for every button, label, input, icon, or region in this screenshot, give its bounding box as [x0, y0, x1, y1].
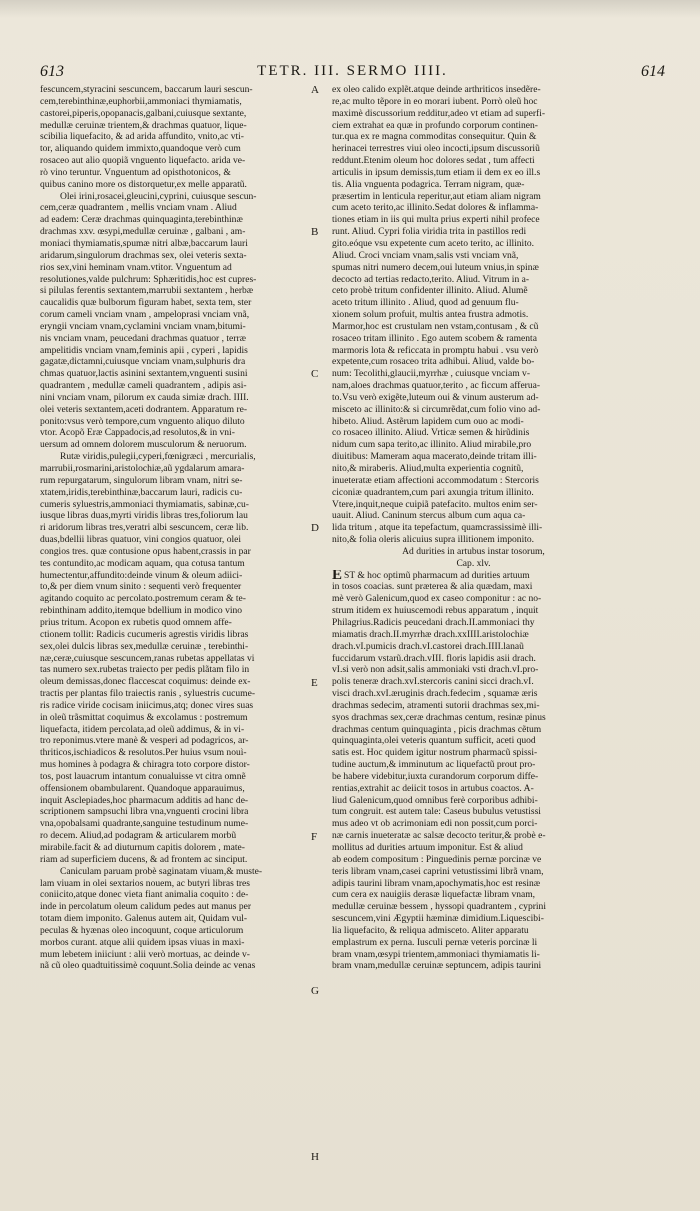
text-line: syos drachmas sex,ceræ drachmas centum, resinæ pinus	[332, 711, 546, 723]
text-line: totam diem imponito. Galenus autem ait, Quidam vul-	[40, 913, 248, 925]
text-line: medullæ ceruinæ trientem,& drachmas quatuor, lique-	[40, 119, 247, 131]
text-line: cumeris syluestris,ammoniaci thymiamatis, sabinæ,cu-	[40, 498, 249, 510]
text-line: scibilia liquefacito, & ad arida affundito, vnito,ac vti-	[40, 131, 244, 143]
text-line: articulis in ipsum demissis,tum etiam ii dem ex eo ill.s	[332, 166, 541, 178]
text-line: lida tritum , atque ita tepefactum, quamcrassissimè illi-	[332, 522, 543, 534]
text-line: miamatis drach.II.myrrhæ drach.xxIIII.aristolochiæ	[332, 628, 529, 640]
text-line: tes contundito,ac modicam aquam, qua cotusa tantum	[40, 557, 245, 569]
text-line: fescuncem,styracini sescuncem, baccarum lauri sescun-	[40, 84, 253, 95]
text-line: olei veteris sextantem,aceti dodrantem. Apparatum re-	[40, 403, 248, 415]
text-line: rebinthinam addito,itemque bdellium in modico vino	[40, 605, 243, 617]
text-line: ex oleo calido explẽt.atque deinde arthriticos insedẽre-	[332, 84, 541, 95]
text-line: Vtere,inquit,neque cuipiã patefacito. multos enim ser-	[332, 498, 538, 510]
text-line: drachmas sedecim, atramenti sutorii drachmas sex,mi-	[332, 699, 540, 711]
drop-cap: E	[332, 569, 343, 582]
text-line: bram vnam,medullæ ceruinæ septuncem, adipis taurini	[332, 960, 542, 972]
text-line: vna,opobalsami quadrante,sanguine testudinum nume-	[40, 818, 249, 830]
text-line: tos, post lauacrum intantum conualuisse vt citra omnẽ	[40, 770, 246, 782]
text-line: chmas quatuor,lactis asinini sextantem,vnguenti susini	[40, 368, 248, 380]
text-line: marrubii,rosmarini,aristolochiæ,aũ ygdalarum amara-	[40, 463, 245, 474]
text-line: duas,bdellii libras quatuor, vini congios quatuor, olei	[40, 534, 242, 546]
text-line: quadrantem , medullæ cameli quadrantem , adipis asi-	[40, 380, 247, 392]
text-line: tas numero sex.rubetas traiecto per pedis plãtam filo in	[40, 664, 250, 676]
folio-left: 613	[40, 63, 64, 80]
text-line: rò vino teruntur. Vnguentum ad opisthotonicos, &	[40, 166, 231, 178]
text-line: in tosos coacias. sunt præterea & alia quædam, maxi	[332, 581, 533, 593]
text-line: congios tres. quæ contusione opus habent,crassis in par	[40, 545, 251, 557]
margin-letter-e: E	[311, 676, 318, 689]
text-line: ro decem. Aliud,ad podagram & articularem morbũ	[40, 830, 237, 842]
text-line: castorei,piperis,opopanacis,galbani,cuiusque sextante,	[40, 107, 247, 119]
right-column	[332, 84, 615, 972]
text-line: spumas nitri numero decem,oui luteum vnius,in spinæ	[332, 261, 539, 273]
text-line: liquefacta, itidem percolata,ad oleũ addimus, & in vi-	[40, 723, 245, 735]
left-column	[40, 84, 305, 972]
text-line: si pilulas ferentis sextantem,marrubii sextantem , herbæ	[40, 285, 254, 297]
text-line: næ carnis inueteratæ ac salsæ decocto teritur,& probè e-	[332, 830, 546, 842]
text-line: xionem solum profuit, multis antea frustra admotis.	[332, 309, 529, 321]
text-line: tur.qua ex re magna commoditas consequitur. Quin &	[332, 131, 537, 143]
text-line: marmoris lota & reficcata in promptu habui . vsu verò	[332, 344, 539, 356]
text-line: Caniculam paruam probè saginatam viuam,& muste-	[60, 865, 263, 877]
text-line: Marmor,hoc est crustulam nen vstam,contusam , & cũ	[332, 320, 539, 332]
text-line: nidum cum sapa terito,ac illinito. Aliud mirabile,pro	[332, 439, 532, 451]
text-line: visci drach.xvI.æruginis drach.fedecim , squamæ æris	[332, 688, 538, 700]
text-line: rosaceo aut alio quopiã vnguento liquefacto. arida ve-	[40, 155, 246, 167]
text-line: tum congruit. est autem tale: Caseus bubulus vetustissi	[332, 806, 541, 818]
text-line: xtatem,iridis,terebinthinæ,baccarum lauri, radicis cu-	[40, 486, 243, 498]
text-line: Philagrius.Radicis peucedani drach.II.ammoniaci thy	[332, 616, 535, 628]
text-line: nis vnciam vnam, peucedani drachmas quatuor , terræ	[40, 332, 246, 344]
text-line: mè verò Galenicum,quod ex caseo componitur : ac no-	[332, 593, 542, 605]
text-line: tor, aliquando quidem immixto,quandoque verò cum	[40, 143, 241, 155]
text-line: mirabile.facit & ad diuturnum capitis dolorem , mate-	[40, 842, 245, 853]
text-line: nini vnciam vnam, pilorum ex cauda simiæ drach. IIII.	[40, 391, 249, 403]
text-line: tis. Alia vnguenta podagrica. Terram nigram, quæ-	[332, 178, 525, 190]
text-line: quibus canino more os distorquetur,ex melle apparatũ.	[40, 178, 247, 190]
text-line: decocto ad tertias redacto,terito. Aliud. Vitrum in a-	[332, 273, 530, 285]
text-line: to.Vsu verò exigẽte,luteum oui & vinum austerum ad-	[332, 391, 539, 403]
text-line: expetente,cum rosaceo trita adhibui. Aliud, valde bo-	[332, 356, 535, 368]
text-line: Aliud. Croci vnciam vnam,salis vsti vnciam vnã,	[332, 249, 519, 261]
running-title: TETR. III. SERMO IIII.	[257, 63, 448, 79]
text-line: coniicito,atque donec vieta fiant animalia coquito : de-	[40, 889, 249, 901]
text-line: sescuncem,vini Ægyptii hæminæ dimidium.Liquescibi-	[332, 913, 544, 925]
text-line: Rutæ viridis,pulegii,cyperi,fœnigræci , mercurialis,	[60, 451, 256, 463]
text-line: rum repurgatarum, singulorum libram vnam, nitri se-	[40, 474, 243, 486]
text-line: tractis per plantas filo traiectis ranis , syluestris cucume-	[40, 688, 256, 700]
text-line: drachmas xxv. œsypi,medullæ ceruinæ , galbani , am-	[40, 226, 246, 238]
text-line: Olei irini,rosacei,gleucini,cyprini, cuiusque sescun-	[60, 190, 257, 202]
text-line: aridarum,singulorum drachmas sex, olei veteris sexta-	[40, 249, 247, 261]
text-line: num: Tecolithi,glaucii,myrrhæ , cuiusque vnciam v-	[332, 368, 531, 380]
page-header	[40, 63, 665, 85]
margin-letter-b: B	[311, 226, 319, 239]
margin-letter-c: C	[311, 368, 319, 381]
text-line: vI.si verò non adsit,salis ammoniaki vsti drach.vI.pro-	[332, 664, 539, 676]
text-line: caucalidis quæ bulborum figuram habet, sexta tem, ster	[40, 297, 252, 309]
text-line: to,& per diem vnum sinito : sequenti verò frequenter	[40, 581, 242, 593]
text-line: ciem extrahat ea quæ in profundo corporum continen-	[332, 119, 538, 131]
text-line: cum aceto terito,ac illinito.Sedat dolores & inflamma-	[332, 202, 539, 214]
text-line: humectentur,affundito:deinde vinum & oleum adiici-	[40, 569, 243, 581]
text-line: co rosaceo illinito. Aliud. Vrticæ semen & hirũdinis	[332, 427, 530, 439]
text-line: prius tritum. Acopon ex rubetis quod omnem affe-	[40, 616, 232, 628]
text-line: mollitus ad durities artuum imponitur. Est & aliud	[332, 842, 523, 853]
text-line: polis teneræ drach.xvI.stercoris canini sicci drach.vI.	[332, 676, 534, 688]
text-line: thriticos,ischiadicos & resolutos.Per huius vsum nouì-	[40, 747, 247, 759]
text-line: inde in percolatum oleum calidum pedes aut manus per	[40, 901, 252, 913]
text-line: eryngii vnciam vnam,cyclamini vnciam vnam,bitumi-	[40, 320, 246, 332]
text-line: cum cera ex nauigiis derasæ liquefactæ libram vnam,	[332, 889, 536, 901]
drop-cap-line-text: ST & hoc optimũ pharmacum ad durities artuum	[344, 569, 530, 581]
text-line	[332, 570, 615, 582]
text-line: fuccidarum vstarũ.drach.vIII. floris lapidis asii drach.	[332, 652, 536, 664]
margin-letter-d: D	[311, 522, 319, 535]
page-top-shadow	[0, 0, 700, 18]
text-line: diuitibus: Mameram aqua macerato,deinde tritam illi-	[332, 451, 537, 463]
text-line: maximè discussorium redditur,adeo vt etiam ad superfi-	[332, 107, 546, 119]
text-line: adipis taurini libram vnam,apochymatis,hoc est resinæ	[332, 877, 541, 889]
text-line: cem,terebinthinæ,euphorbii,ammoniaci thymiamatis,	[40, 95, 242, 107]
text-line: rios sex,vini heminam vnam.vtitor. Vnguentum ad	[40, 261, 232, 273]
text-line: liud Galenicum,quod omnibus ferè corporibus adhibi-	[332, 794, 538, 806]
text-line: offensionem obambularent. Quandoque apparauimus,	[40, 782, 245, 794]
text-line: inquit Asclepiades,hoc pharmacum additis ad hanc de-	[40, 794, 249, 806]
text-line: uersum ad omnem dolorem musculorum & neruorum.	[40, 439, 247, 451]
text-line: misceto ac illinito:& si circumrẽdat,cum folio vino ad-	[332, 403, 541, 415]
text-line: aceto tritum illinito . Aliud, quod ad genuum flu-	[332, 297, 519, 309]
text-line: mus homines à podagra & chiragra toto corpore distor-	[40, 759, 250, 771]
text-line: ad eadem: Ceræ drachmas quinquaginta,terebinthinæ	[40, 214, 243, 226]
text-line: moniaci thymiamatis,spumæ nitri albæ,baccarum lauri	[40, 237, 248, 249]
text-line: gagatæ,dictamni,cuiusque vnciam vnam,sulphuris dra	[40, 356, 246, 368]
text-line: hibeto. Aliud. Astẽrum lapidem cum ouo ac modi-	[332, 415, 524, 427]
text-line: lia liquefacito, & reliqua admisceto. Aliter apparatu	[332, 924, 529, 936]
text-line: reddunt.Etenim oleum hoc dolores sedat , tum affecti	[332, 155, 535, 167]
text-line: tiones etiam in iis qui multa prius experti nihil profece	[332, 214, 540, 226]
text-line: inueteratæ etiam affectioni accommodatum : Stercoris	[332, 474, 539, 486]
text-line: mus adeo vt ob acrimoniam edi non possit,cum porci-	[332, 818, 538, 830]
text-line: re,ac multo tẽpore in eo morari iubent. Porrò oleũ hoc	[332, 95, 538, 107]
text-line: ampelitidis vnciam vnam,feminis apii , cyperi , lapidis	[40, 344, 248, 356]
folio-right: 614	[641, 63, 665, 80]
text-line: næ,ceræ,cuiusque sescuncem,ranas rubetas appellatas vi	[40, 652, 255, 664]
text-line: nam,aloes drachmas quatuor,terito , ac ficcum afferua-	[332, 380, 541, 392]
text-line: scriptionem sampsuchi libra vna,vnguenti crocini libra	[40, 806, 249, 818]
text-line: emplastrum ex perna. Iusculi pernæ veteris porcinæ li	[332, 936, 538, 948]
text-line: drach.vI.pumicis drach.vI.castorei drach.IIII.lanaũ	[332, 640, 524, 652]
text-line: nito,& folia oleris alicuius supra illitionem imponito.	[332, 534, 535, 546]
text-line: morbos curant. atque alii quidem ipsas viuas in maxi-	[40, 936, 245, 948]
text-line: tudine auctum,& imminutum ac liquefactũ prout pro-	[332, 759, 536, 771]
text-line: peculas & hyænas oleo incoquunt, coque articulorum	[40, 924, 244, 936]
text-line: uauit. Aliud. Caninum stercus album cum aqua ca-	[332, 510, 526, 522]
text-line: vtor. Acopõ Eræ Cappadocis,ad resolutos,& in vni-	[40, 427, 235, 439]
margin-letter-f: F	[311, 830, 318, 843]
text-line: strum itidem ex huiuscemodi rebus apparatum , inquit	[332, 605, 539, 617]
text-line: in oleũ trãsmittat coquimus & excolamus : postremum	[40, 711, 248, 723]
text-line: resolutiones,valde pulchrum: Sphæritidis,hoc est cupres-	[40, 273, 257, 285]
text-line: ceto probè tritum confidenter illinito. Aliud. Alumẽ	[332, 285, 528, 297]
text-line: sex,olei dulcis libras sex,medullæ ceruinæ , terebinthi-	[40, 640, 249, 652]
text-line: riam ad superficiem ducens, & ad frontem ac sinciput.	[40, 853, 248, 865]
text-line: medullæ ceruinæ bessem , hyssopi quadrantem , cyprini	[332, 901, 546, 913]
text-line: cem,ceræ quadrantem , mellis vnciam vnam . Aliud	[40, 202, 237, 214]
text-line: Ad durities in artubus instar tosorum,	[402, 545, 545, 557]
text-line: nã cũ oleo quadtuitissimè coquunt.Solia deinde ac venas	[40, 960, 256, 972]
text-line: præsertim in lenticula reperitur,aut etiam aliam nigram	[332, 190, 541, 202]
text-line: runt. Aliud. Cypri folia viridia trita in pastillos redi	[332, 226, 527, 238]
text-line: ab eodem compositum : Pinguedinis pernæ porcinæ ve	[332, 853, 542, 865]
text-line: nito,& miraberis. Aliud,multa experientia cognitũ,	[332, 463, 524, 474]
text-line: ciconiæ quadrantem,cum pari axungia tritum illinito.	[332, 486, 534, 498]
text-line: ris radice viride cocisam iniicimus,atq; donec vires suas	[40, 699, 254, 711]
margin-letter-a: A	[311, 84, 319, 96]
margin-letter-g: G	[311, 984, 319, 997]
text-line: bram vnam,œsypi trientem,ammoniaci thymiamatis li-	[332, 948, 540, 960]
text-line: rentias,extrahit ac deiicit tosos in artubus coactos. A-	[332, 782, 534, 794]
text-line: Cap. xlv.	[456, 557, 491, 569]
text-line: herinacei terrestres viui oleo incocti,ipsum discussoriũ	[332, 143, 540, 155]
text-line: ctionem tollit: Radicis cucumeris agrestis viridis libras	[40, 628, 249, 640]
text-line: quinquaginta,olei veteris quantum sufficit, aceti quod	[332, 735, 536, 747]
text-line: rosaceo tritam illinito . Ego autem scobem & ramenta	[332, 332, 537, 344]
text-line: oleum demissas,donec flaccescat coquimus: deinde ex-	[40, 676, 251, 688]
text-line: lam viuam in olei sextarios nouem, ac butyri libras tres	[40, 877, 250, 889]
text-line: agitando coquito ac percolato.postremum ceram & te-	[40, 593, 246, 605]
text-line: ponito:vsus verò tempore,cum vnguento aliquo diluto	[40, 415, 245, 427]
text-line: tro reponimus.vtere manè & vesperi ad podagricos, ar-	[40, 735, 249, 747]
text-line: gito.eóque vsu expetente cum aceto terito, ac illinito.	[332, 237, 535, 249]
text-line: ri aridorum libras tres,veratri albi sescuncem, ceræ lib.	[40, 522, 249, 534]
text-line: corum cameli vnciam vnam , ampeloprasi vnciam vnã,	[40, 309, 250, 321]
margin-letter-h: H	[311, 1150, 319, 1163]
text-line: teris libram vnam,casei caprini vetustissimi librã vnam,	[332, 865, 544, 877]
text-line: mum lebetem iniiciunt : alii verò mortuas, ac deinde v-	[40, 948, 250, 960]
text-line: iusque libras duas,myrti viridis libras tres,foliorum lau	[40, 510, 248, 522]
text-line: drachmas centum quinquaginta , picis drachmas cẽtum	[332, 723, 542, 735]
text-line: satis est. Hoc quidem igitur nostrum pharmacũ spissi-	[332, 747, 538, 759]
text-line: be habere videbitur,iuxta curandorum corporum diffe-	[332, 770, 539, 782]
